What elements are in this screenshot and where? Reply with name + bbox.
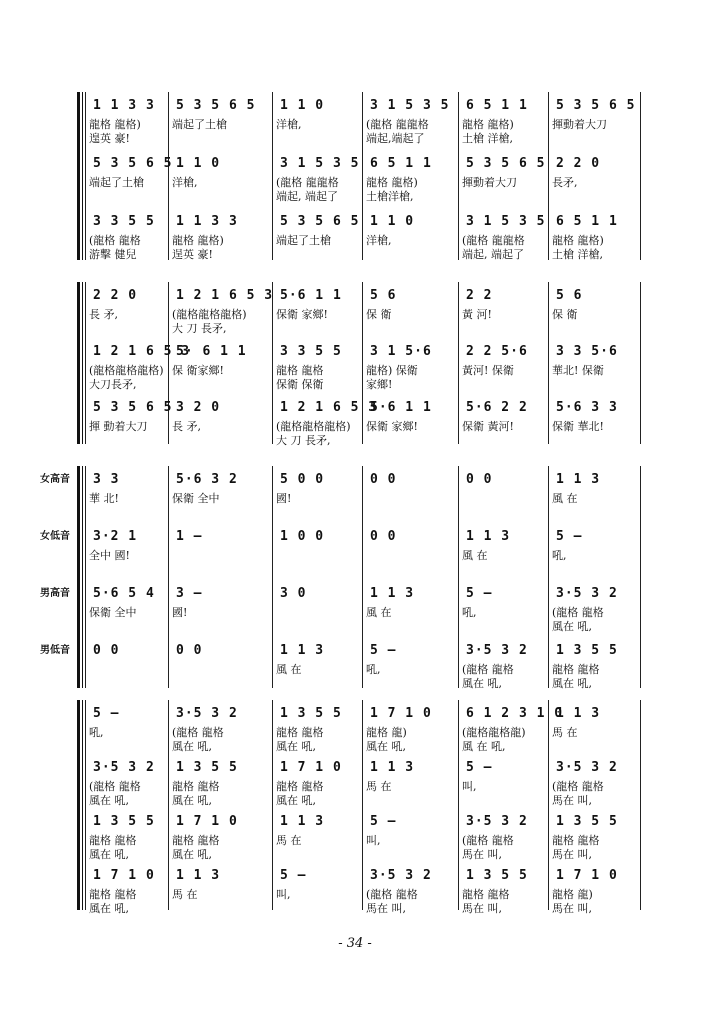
bar-line <box>362 466 363 688</box>
lyric-line-1: 龍格 龍格 <box>276 780 324 793</box>
lyric-line-1: 長 矛, <box>89 308 118 321</box>
lyric-line-2: 大 刀 長矛, <box>276 434 331 447</box>
system-brace <box>77 700 80 910</box>
lyric-line-2: 風在 吼, <box>89 902 129 915</box>
bar-line <box>362 92 363 260</box>
note-group: 3 1 5 3 5 <box>370 98 450 113</box>
note-group: 5 3 5 6 5 <box>280 214 360 229</box>
note-group: 3·5 3 2 <box>466 643 528 658</box>
note-group: 3·5 3 2 <box>466 814 528 829</box>
lyric-line-2: 風 在 吼, <box>462 740 506 753</box>
note-group: 5 — <box>556 529 583 544</box>
bar-line <box>548 466 549 688</box>
bar-line <box>272 700 273 910</box>
lyric-line-1: 龍格 龍格 <box>552 663 600 676</box>
lyric-line-1: 保 衛 <box>366 308 392 321</box>
lyric-line-2: 大刀長矛, <box>89 378 137 391</box>
note-group: 1 2 1 6 5 3 <box>176 288 274 303</box>
lyric-line-1: (龍格 龍格 <box>89 780 141 793</box>
note-group: 1 1 0 <box>176 156 221 171</box>
note-group: 3 1 5·6 <box>370 344 432 359</box>
lyric-line-2: 端起, 端起了 <box>276 190 338 203</box>
lyric-line-1: 龍格 龍格) <box>172 234 224 247</box>
lyric-line-1: 洋槍, <box>276 118 302 131</box>
system-brace-line <box>82 282 83 444</box>
note-group: 1 1 3 <box>370 586 415 601</box>
note-group: 5 0 0 <box>280 472 325 487</box>
lyric-line-1: 黃河! 保衛 <box>462 364 514 377</box>
note-group: 5 3 5 6 5 <box>93 156 173 171</box>
lyric-line-1: 保衛 家鄉! <box>366 420 418 433</box>
lyric-line-1: 洋槍, <box>172 176 198 189</box>
lyric-line-2: 遑英 豪! <box>89 132 130 145</box>
bar-line <box>85 92 86 260</box>
lyric-line-1: (龍格 龍格 <box>366 888 418 901</box>
note-group: 1 — <box>176 529 203 544</box>
note-group: 5 3 5 6 5 <box>93 400 173 415</box>
note-group: 5·6 2 2 <box>466 400 528 415</box>
note-group: 3·5 3 2 <box>176 706 238 721</box>
note-group: 5·6 1 1 <box>370 400 432 415</box>
note-group: 2 2 0 <box>556 156 601 171</box>
lyric-line-1: 保 衛 <box>552 308 578 321</box>
note-group: 1 7 1 0 <box>176 814 238 829</box>
note-group: 3 1 5 3 5 <box>280 156 360 171</box>
lyric-line-1: 龍格 龍) <box>552 888 593 901</box>
lyric-line-1: 風 在 <box>366 606 392 619</box>
lyric-line-1: 龍格 龍格 <box>462 888 510 901</box>
lyric-line-1: 龍格 龍格 <box>172 834 220 847</box>
bar-line <box>85 466 86 688</box>
lyric-line-1: 龍格 龍格) <box>462 118 514 131</box>
note-group: 6 5 1 1 <box>466 98 528 113</box>
lyric-line-2: 風在 吼, <box>172 848 212 861</box>
bar-line <box>640 700 641 910</box>
note-group: 3 3 <box>93 472 120 487</box>
lyric-line-2: 風在 吼, <box>462 677 502 690</box>
score-system <box>0 700 710 916</box>
bar-line <box>168 700 169 910</box>
lyric-line-1: 龍格 龍格 <box>276 364 324 377</box>
lyric-line-2: 游擊 健兒 <box>89 248 137 261</box>
note-group: 2 2 <box>466 288 493 303</box>
lyric-line-1: 龍格 龍格 <box>89 888 137 901</box>
note-group: 3 0 <box>280 586 307 601</box>
lyric-line-1: (龍格 龍格 <box>89 234 141 247</box>
bar-line <box>548 282 549 444</box>
lyric-line-1: 馬 在 <box>366 780 392 793</box>
lyric-line-1: 保衛 全中 <box>89 606 137 619</box>
lyric-line-1: 龍格 龍格) <box>89 118 141 131</box>
lyric-line-2: 馬在 叫, <box>552 902 592 915</box>
note-group: 1 3 5 5 <box>556 814 618 829</box>
lyric-line-1: (龍格 龍龍格 <box>366 118 429 131</box>
lyric-line-1: 華北! 保衛 <box>552 364 604 377</box>
voice-part-label: 男低音 <box>40 645 70 656</box>
note-group: 6 5 1 1 <box>370 156 432 171</box>
lyric-line-2: 逞英 豪! <box>172 248 213 261</box>
lyric-line-2: 風在 吼, <box>552 677 592 690</box>
note-group: 3 3 5 5 <box>93 214 155 229</box>
lyric-line-2: 土槍洋槍, <box>366 190 414 203</box>
bar-line <box>458 282 459 444</box>
bar-line <box>458 700 459 910</box>
note-group: 3 2 0 <box>176 400 221 415</box>
lyric-line-1: 龍格 龍格 <box>276 726 324 739</box>
lyric-line-1: 吼, <box>366 663 381 676</box>
system-brace-line <box>82 92 83 260</box>
note-group: 1 0 0 <box>280 529 325 544</box>
note-group: 5 — <box>466 586 493 601</box>
note-group: 5 6 <box>556 288 583 303</box>
lyric-line-1: 長矛, <box>552 176 578 189</box>
voice-part-label: 男高音 <box>40 588 70 599</box>
lyric-line-1: 叫, <box>462 780 477 793</box>
lyric-line-1: 保衛 家鄉! <box>276 308 328 321</box>
bar-line <box>85 700 86 910</box>
note-group: 5 — <box>370 643 397 658</box>
note-group: 0 0 <box>370 472 397 487</box>
note-group: 3 1 5 3 5 <box>466 214 546 229</box>
lyric-line-1: (龍格龍格龍格) <box>172 308 247 321</box>
lyric-line-1: 龍格 龍) <box>366 726 407 739</box>
lyric-line-1: 龍格 龍格) <box>552 234 604 247</box>
note-group: 1 7 1 0 <box>556 868 618 883</box>
note-group: 5· 6 1 1 <box>176 344 247 359</box>
note-group: 1 1 0 <box>280 98 325 113</box>
lyric-line-2: 風在 吼, <box>366 740 406 753</box>
note-group: 1 1 3 <box>280 643 325 658</box>
note-group: 5 3 5 6 5 <box>466 156 546 171</box>
note-group: 1 3 5 5 <box>466 868 528 883</box>
voice-part-label: 女高音 <box>40 474 70 485</box>
note-group: 3 — <box>176 586 203 601</box>
lyric-line-2: 大 刀 長矛, <box>172 322 227 335</box>
note-group: 3·5 3 2 <box>556 586 618 601</box>
note-group: 5 3 5 6 5 <box>176 98 256 113</box>
lyric-line-1: 端起了土槍 <box>276 234 331 247</box>
lyric-line-1: (龍格龍格龍格) <box>89 364 164 377</box>
bar-line <box>272 92 273 260</box>
bar-line <box>640 282 641 444</box>
note-group: 0 0 <box>93 643 120 658</box>
note-group: 5·6 1 1 <box>280 288 342 303</box>
note-group: 5·6 5 4 <box>93 586 155 601</box>
note-group: 1 1 3 <box>176 868 221 883</box>
system-brace <box>77 466 80 688</box>
lyric-line-2: 家鄉! <box>366 378 393 391</box>
system-brace-line <box>82 700 83 910</box>
lyric-line-2: 風在 吼, <box>89 848 129 861</box>
bar-line <box>640 92 641 260</box>
note-group: 6 5 1 1 <box>556 214 618 229</box>
bar-line <box>362 282 363 444</box>
lyric-line-1: 保 衛家鄉! <box>172 364 224 377</box>
lyric-line-1: 揮動着大刀 <box>552 118 607 131</box>
note-group: 3·5 3 2 <box>556 760 618 775</box>
lyric-line-1: 馬 在 <box>276 834 302 847</box>
lyric-line-2: 風在 吼, <box>276 740 316 753</box>
lyric-line-2: 馬在 叫, <box>462 848 502 861</box>
note-group: 3·5 3 2 <box>93 760 155 775</box>
lyric-line-1: (龍格 龍格 <box>172 726 224 739</box>
bar-line <box>272 282 273 444</box>
note-group: 5 — <box>370 814 397 829</box>
lyric-line-1: (龍格 龍龍格 <box>462 234 525 247</box>
lyric-line-1: 黃 河! <box>462 308 492 321</box>
note-group: 1 3 5 5 <box>556 643 618 658</box>
score-system <box>0 466 710 694</box>
note-group: 0 0 <box>176 643 203 658</box>
lyric-line-2: 保衛 保衛 <box>276 378 324 391</box>
lyric-line-1: 龍格 龍格) <box>366 176 418 189</box>
lyric-line-1: (龍格 龍格 <box>462 663 514 676</box>
note-group: 1 3 5 5 <box>176 760 238 775</box>
lyric-line-1: 風 在 <box>552 492 578 505</box>
note-group: 3 3 5 5 <box>280 344 342 359</box>
lyric-line-2: 馬在 叫, <box>462 902 502 915</box>
lyric-line-1: 吼, <box>89 726 104 739</box>
note-group: 1 2 1 6 5 3 <box>93 344 191 359</box>
lyric-line-1: 華 北! <box>89 492 119 505</box>
note-group: 3·5 3 2 <box>370 868 432 883</box>
system-brace <box>77 92 80 260</box>
lyric-line-2: 端起, 端起了 <box>462 248 524 261</box>
note-group: 5·6 3 2 <box>176 472 238 487</box>
bar-line <box>168 282 169 444</box>
lyric-line-1: 長 矛, <box>172 420 201 433</box>
note-group: 1 7 1 0 <box>370 706 432 721</box>
note-group: 5 — <box>466 760 493 775</box>
lyric-line-2: 土槍 洋槍, <box>462 132 513 145</box>
lyric-line-1: 風 在 <box>462 549 488 562</box>
lyric-line-1: 國! <box>276 492 292 505</box>
lyric-line-1: 龍格 龍格 <box>172 780 220 793</box>
lyric-line-2: 端起,端起了 <box>366 132 425 145</box>
lyric-line-2: 風在 吼, <box>172 794 212 807</box>
lyric-line-1: 吼, <box>552 549 567 562</box>
note-group: 5 — <box>93 706 120 721</box>
note-group: 5 6 <box>370 288 397 303</box>
lyric-line-1: (龍格龍格龍) <box>462 726 526 739</box>
bar-line <box>640 466 641 688</box>
note-group: 1 1 3 <box>556 706 601 721</box>
bar-line <box>168 466 169 688</box>
bar-line <box>548 700 549 910</box>
note-group: 3 3 5·6 <box>556 344 618 359</box>
note-group: 1 1 3 3 <box>93 98 155 113</box>
lyric-line-2: 馬在 叫, <box>552 794 592 807</box>
note-group: 6 1 2 3 1 0 <box>466 706 564 721</box>
lyric-line-1: 龍格 龍格 <box>552 834 600 847</box>
bar-line <box>168 92 169 260</box>
lyric-line-1: (龍格 龍格 <box>552 780 604 793</box>
system-brace-line <box>82 466 83 688</box>
lyric-line-1: 馬 在 <box>172 888 198 901</box>
note-group: 1 7 1 0 <box>93 868 155 883</box>
note-group: 1 1 3 <box>556 472 601 487</box>
score-system <box>0 92 710 266</box>
lyric-line-1: 吼, <box>462 606 477 619</box>
lyric-line-2: 風在 吼, <box>552 620 592 633</box>
lyric-line-1: 全中 國! <box>89 549 130 562</box>
lyric-line-1: 國! <box>172 606 188 619</box>
note-group: 1 1 3 <box>466 529 511 544</box>
bar-line <box>458 466 459 688</box>
note-group: 1 1 0 <box>370 214 415 229</box>
lyric-line-2: 土槍 洋槍, <box>552 248 603 261</box>
note-group: 3·2 1 <box>93 529 138 544</box>
lyric-line-1: 龍格 龍格 <box>89 834 137 847</box>
note-group: 5·6 3 3 <box>556 400 618 415</box>
note-group: 2 2 0 <box>93 288 138 303</box>
lyric-line-1: 龍格) 保衛 <box>366 364 418 377</box>
bar-line <box>362 700 363 910</box>
lyric-line-1: 叫, <box>366 834 381 847</box>
note-group: 5 3 5 6 5 <box>556 98 636 113</box>
note-group: 1 1 3 3 <box>176 214 238 229</box>
lyric-line-1: (龍格 龍龍格 <box>276 176 339 189</box>
system-brace <box>77 282 80 444</box>
lyric-line-1: 風 在 <box>276 663 302 676</box>
bar-line <box>458 92 459 260</box>
note-group: 1 3 5 5 <box>93 814 155 829</box>
lyric-line-1: 端起了土槍 <box>89 176 144 189</box>
note-group: 1 1 3 <box>370 760 415 775</box>
note-group: 5 — <box>280 868 307 883</box>
bar-line <box>85 282 86 444</box>
bar-line <box>548 92 549 260</box>
lyric-line-1: 揮 動着大刀 <box>89 420 148 433</box>
lyric-line-2: 風在 吼, <box>89 794 129 807</box>
lyric-line-1: 叫, <box>276 888 291 901</box>
note-group: 0 0 <box>466 472 493 487</box>
note-group: 1 7 1 0 <box>280 760 342 775</box>
lyric-line-1: (龍格 龍格 <box>462 834 514 847</box>
lyric-line-1: 洋槍, <box>366 234 392 247</box>
note-group: 2 2 5·6 <box>466 344 528 359</box>
lyric-line-1: (龍格 龍格 <box>552 606 604 619</box>
lyric-line-2: 馬在 叫, <box>366 902 406 915</box>
lyric-line-2: 馬在 叫, <box>552 848 592 861</box>
lyric-line-1: 馬 在 <box>552 726 578 739</box>
lyric-line-1: 保衛 全中 <box>172 492 220 505</box>
note-group: 0 0 <box>370 529 397 544</box>
note-group: 1 1 3 <box>280 814 325 829</box>
lyric-line-1: 揮動着大刀 <box>462 176 517 189</box>
page-number: - 34 - <box>338 936 372 951</box>
note-group: 1 2 1 6 5 3 <box>280 400 378 415</box>
lyric-line-1: 保衛 黃河! <box>462 420 514 433</box>
lyric-line-2: 風在 吼, <box>172 740 212 753</box>
lyric-line-1: (龍格龍格龍格) <box>276 420 351 433</box>
note-group: 1 3 5 5 <box>280 706 342 721</box>
score-system <box>0 282 710 450</box>
bar-line <box>272 466 273 688</box>
lyric-line-2: 風在 吼, <box>276 794 316 807</box>
lyric-line-1: 保衛 華北! <box>552 420 604 433</box>
lyric-line-1: 端起了土槍 <box>172 118 227 131</box>
voice-part-label: 女低音 <box>40 531 70 542</box>
